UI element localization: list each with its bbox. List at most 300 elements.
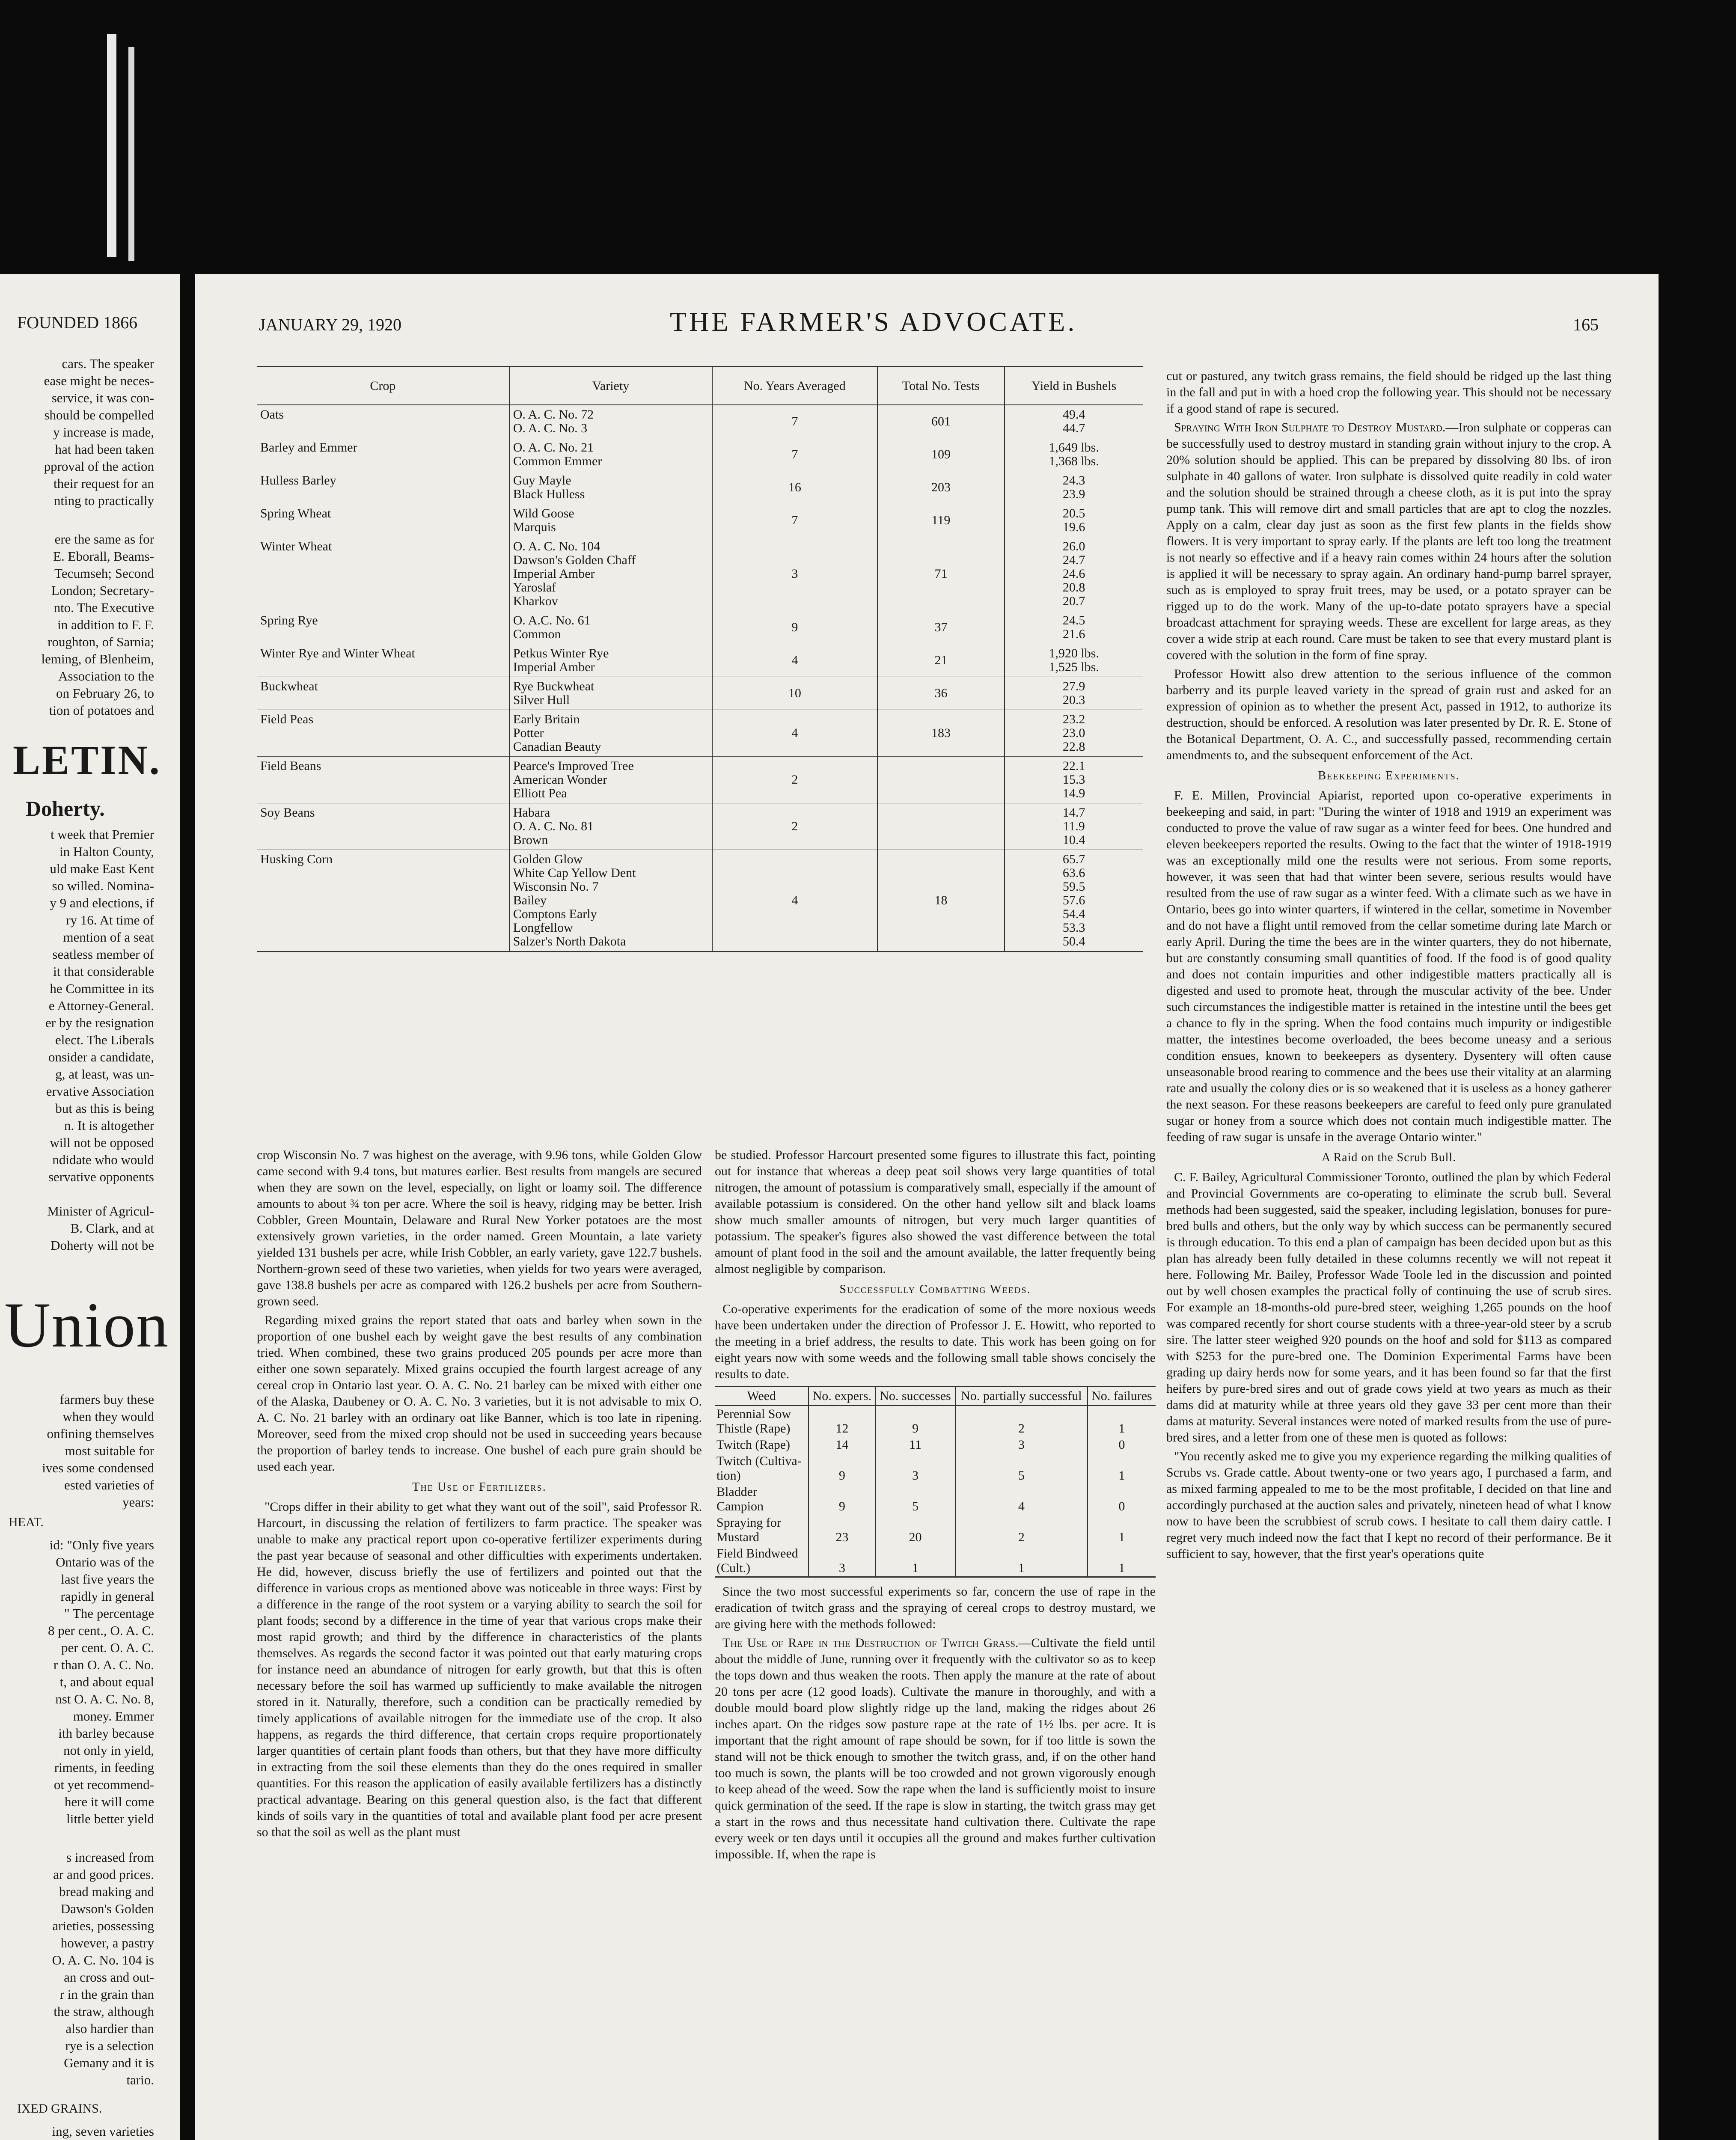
- paragraph: cut or pastured, any twitch grass remains, the field should be ridged up the last thing in the fall and put in with a hoed crop the following year. This should not be necessary if a good stand of rape is secured.: [1166, 369, 1611, 416]
- text-line: it that considerable: [53, 964, 154, 979]
- text-line: on February 26, to: [56, 686, 154, 701]
- variety-list: [509, 803, 712, 850]
- adjacent-page: [0, 274, 180, 2140]
- yield-value: 27.9: [1062, 679, 1085, 693]
- text-line: Association to the: [58, 669, 154, 684]
- variety-list: [509, 504, 712, 537]
- text-line: in addition to F. F.: [57, 617, 154, 632]
- crop-name: Spring Wheat: [257, 504, 509, 537]
- weed-count: 1: [875, 1546, 955, 1577]
- yield-list: [1005, 537, 1143, 611]
- text-line: however, a pastry: [60, 1935, 154, 1950]
- text-line: seatless member of: [52, 947, 154, 962]
- left-text-f: [0, 1537, 154, 1828]
- variety-name: Habara: [513, 805, 550, 820]
- left-header: FOUNDED 1866: [17, 313, 138, 332]
- yield-value: 26.0: [1062, 539, 1085, 553]
- left-text-a: [0, 355, 154, 509]
- weed-count: 3: [875, 1453, 955, 1484]
- weed-label: Bladder: [716, 1485, 757, 1499]
- yield-value: 1,649 lbs.: [1049, 440, 1099, 455]
- variety-name: Black Hulless: [513, 487, 585, 501]
- weed-count: 2: [955, 1515, 1088, 1546]
- yield-value: 63.6: [1062, 866, 1085, 880]
- yield-value: 57.6: [1062, 893, 1085, 907]
- text-line: onsider a candidate,: [48, 1049, 154, 1064]
- text-line: ry 16. At time of: [66, 912, 154, 927]
- text-line: hat had been taken: [55, 442, 154, 457]
- text-line: ives some condensed: [42, 1460, 154, 1475]
- table-row: [715, 1546, 1156, 1577]
- text-line: tion of potatoes and: [49, 703, 154, 718]
- text-line: t, and about equal: [59, 1674, 154, 1689]
- table-row: [715, 1437, 1156, 1453]
- yield-value: 24.3: [1062, 473, 1085, 487]
- variety-name: Dawson's Golden Chaff: [513, 553, 636, 567]
- total-tests: [877, 757, 1005, 803]
- variety-name: Early Britain: [513, 712, 580, 726]
- text-line: Dawson's Golden: [60, 1901, 154, 1916]
- yield-value: 22.1: [1062, 759, 1085, 773]
- variety-name: Wild Goose: [513, 506, 574, 520]
- years-averaged: 4: [712, 710, 877, 757]
- weed-count: 0: [1088, 1484, 1156, 1515]
- yield-value: 20.7: [1062, 594, 1085, 608]
- yield-value: 21.6: [1062, 627, 1085, 641]
- text-line: nting to practically: [54, 493, 154, 508]
- crop-name: Husking Corn: [257, 850, 509, 952]
- yield-value: 1,368 lbs.: [1049, 454, 1099, 468]
- text-line: years:: [122, 1495, 154, 1510]
- text-line: little better yield: [66, 1811, 154, 1826]
- variety-name: Guy Mayle: [513, 473, 571, 487]
- years-averaged: 2: [712, 803, 877, 850]
- weed-count: 1: [1088, 1453, 1156, 1484]
- text-line: an cross and out-: [64, 1970, 154, 1985]
- text-line: rapidly in general: [60, 1589, 154, 1604]
- crop-name: Field Beans: [257, 757, 509, 803]
- column-header: Weed: [715, 1387, 809, 1406]
- total-tests: 37: [877, 611, 1005, 644]
- yield-value: 14.9: [1062, 786, 1085, 800]
- paragraph-text: —Iron sulphate or copperas can be successfully used to destroy mustard in standing grain without injury to the crop. A 20% solution should be applied. This can be prepared by dissolving 80 lbs. of iron sulphate in 40 gallons of water. Iron sulphate is dissolved quite readily in cold water and the solution should be strained through a cheese cloth, as it is put into the spray pump tank. This will remove dirt and small particles that are apt to clog the nozzles. Apply on a calm, clear day just as soon as the first few plants in the fields show flowers. It is very important to spray early. If the plants are left too long the treatment is not nearly so effective and if a heavy rain comes within 24 hours after the solution is applied it will be necessary to spray again. An ordinary hand-pump barrel sprayer, such as is employed to spray fruit trees, may be used, or a potato sprayer can be rigged up to do the work. Many of the up-to-date potato sprayers have a special broadcast attachment for spraying weeds. These are excellent for large areas, as they cover a wide strip at each round. Care must be taken to see that every mustard plant is covered with the solution in the form of fine spray.: [1166, 420, 1611, 662]
- variety-name: Brown: [513, 833, 548, 847]
- text-line: s increased from: [66, 1850, 154, 1865]
- film-edge-mark: [107, 34, 116, 257]
- page-number: 165: [1573, 315, 1599, 334]
- film-edge-mark: [128, 47, 134, 261]
- column-header: Crop: [257, 367, 509, 405]
- years-averaged: 4: [712, 850, 877, 952]
- variety-list: [509, 611, 712, 644]
- variety-list: [509, 471, 712, 504]
- total-tests: 119: [877, 504, 1005, 537]
- text-line: ndidate who would: [52, 1152, 154, 1167]
- yield-value: 44.7: [1062, 421, 1085, 435]
- yield-list: [1005, 504, 1143, 537]
- text-line: their request for an: [54, 476, 154, 491]
- text-line: he Committee in its: [50, 981, 154, 996]
- left-text-e: [0, 1391, 154, 1511]
- left-wheat-head: HEAT.: [9, 1515, 44, 1529]
- left-text-h: [0, 2123, 154, 2140]
- column-2: [715, 1147, 1156, 2140]
- paragraph: [715, 1635, 1156, 1863]
- years-averaged: 4: [712, 644, 877, 677]
- years-averaged: 16: [712, 471, 877, 504]
- text-line: service, it was con-: [51, 390, 154, 405]
- text-line: ease might be neces-: [44, 373, 154, 388]
- variety-name: Imperial Amber: [513, 660, 595, 674]
- weed-count: 23: [809, 1515, 875, 1546]
- yield-value: 11.9: [1063, 819, 1085, 833]
- variety-name: O. A. C. No. 3: [513, 421, 588, 435]
- yield-value: 1,525 lbs.: [1049, 660, 1099, 674]
- total-tests: 183: [877, 710, 1005, 757]
- yield-list: [1005, 803, 1143, 850]
- text-line: here it will come: [64, 1794, 154, 1809]
- yield-list: [1005, 611, 1143, 644]
- text-line: cars. The speaker: [62, 356, 154, 371]
- text-line: t week that Premier: [51, 827, 154, 842]
- variety-name: Wisconsin No. 7: [513, 880, 599, 894]
- total-tests: 71: [877, 537, 1005, 611]
- column-header: No. successes: [875, 1387, 955, 1406]
- variety-name: Salzer's North Dakota: [513, 934, 626, 948]
- text-line: elect. The Liberals: [55, 1032, 154, 1047]
- weed-label: Twitch (Cultiva-: [716, 1454, 802, 1468]
- left-bulletin-heading: LETIN.: [13, 737, 161, 783]
- variety-list: [509, 757, 712, 803]
- left-text-c: [0, 826, 154, 1186]
- paragraph: Regarding mixed grains the report stated that oats and barley when sown in the proportion of one bushel each by weight gave the best results of any combination tried. When combined, these two grains produced 205 pounds per acre more than either one sown separately. Mixed grains occupied the fourth largest acreage of any cereal crop in Ontario last year. O. A. C. No. 21 barley can be mixed with either one of the Alaska, Daubeney or O. A. C. No. 3 varieties, but it is not advisable to mix O. A. C. No. 21 barley with an ordinary oat like Banner, which is too late in ripening. Moreover, seed from the mixed crop should not be used in succeeding years because the proportion of barley tends to increase. One bushel of each pure grain should be used each year.: [257, 1313, 702, 1474]
- weed-label: Campion: [716, 1499, 764, 1513]
- variety-name: Pearce's Improved Tree: [513, 759, 634, 773]
- yield-value: 24.7: [1062, 553, 1085, 567]
- variety-list: [509, 438, 712, 471]
- column-header: No. Years Averaged: [712, 367, 877, 405]
- table-row: [257, 537, 1143, 611]
- text-line: rye is a selection: [65, 2038, 154, 2053]
- yield-value: 14.7: [1062, 805, 1085, 820]
- table-row: [257, 504, 1143, 537]
- total-tests: 203: [877, 471, 1005, 504]
- paragraph: "You recently asked me to give you my experience regarding the milking qualities of Scrubs vs. Grade cattle. About twenty-one or two years ago, I purchased a farm, and as mixed farming appealed to me to be the most profitable, I decided on that line and accordingly purchased at the auction sales and privately, nineteen head of what I know now to have been the scrubbiest of scrub cows. I hesitate to call them dairy cattle. I regret very much indeed now the fact that I kept no record of their performance. Be it sufficient to say, however, that the first year's operations quite: [1166, 1449, 1611, 1561]
- column-header: No. failures: [1088, 1387, 1156, 1406]
- left-union-heading: Union: [4, 1290, 169, 1361]
- text-line: r in the grain than: [59, 1987, 154, 2002]
- text-line: money. Emmer: [73, 1709, 154, 1724]
- text-line: also hardier than: [65, 2021, 154, 2036]
- column-header: No. expers.: [809, 1387, 875, 1406]
- text-line: O. A. C. No. 104 is: [52, 1953, 154, 1968]
- column-3: [1166, 368, 1611, 2140]
- yield-value: 22.8: [1062, 740, 1085, 754]
- yield-list: [1005, 710, 1143, 757]
- text-line: pproval of the action: [44, 459, 154, 474]
- variety-name: White Cap Yellow Dent: [513, 866, 636, 880]
- table-row: [257, 850, 1143, 952]
- yield-list: [1005, 677, 1143, 710]
- weed-label: (Cult.): [716, 1561, 751, 1575]
- text-line: e Attorney-General.: [48, 998, 154, 1013]
- table-row: [715, 1484, 1156, 1515]
- section-heading: Successfully Combatting Weeds.: [839, 1283, 1031, 1296]
- left-text-g: [0, 1849, 154, 2089]
- yield-value: 19.6: [1062, 520, 1085, 534]
- weed-name: [715, 1453, 809, 1484]
- text-line: ot yet recommend-: [54, 1777, 154, 1792]
- yield-value: 24.6: [1062, 567, 1085, 581]
- text-line: " The percentage: [64, 1606, 154, 1621]
- weed-count: 1: [1088, 1515, 1156, 1546]
- text-line: not only in yield,: [63, 1743, 154, 1758]
- yield-value: 50.4: [1062, 934, 1085, 948]
- text-line: servative opponents: [48, 1169, 154, 1184]
- table-row: [257, 677, 1143, 710]
- left-text-b: [0, 531, 154, 719]
- table-row: [257, 710, 1143, 757]
- total-tests: 36: [877, 677, 1005, 710]
- paragraph: C. F. Bailey, Agricultural Commissioner Toronto, outlined the plan by which Federal and Provincial Governments are co-operating to eliminate the scrub bull. Several methods had been suggested, said the speaker, including legislation, bonuses for pure-bred bulls and others, but the only way by which success can be permanently secured is through education. To this end a plan of campaign has been decided upon but as this plan has already been fully detailed in these columns recently we will not repeat it here. Following Mr. Bailey, Professor Wade Toole led in the discussion and pointed out by well chosen examples the practical folly of continuing the use of scrub sires. For example an 18-months-old pure-bred steer, weighing 1,265 pounds on the hoof was compared recently for short course students with a three-year-old steer by a scrub sire. The latter steer weighed 920 pounds on the hoof and sold for $113 as compared with $253 for the pure-bred one. The Dominion Experimental Farms have been grading up dairy herds now for some years, and it has been found so far that the first heifers by pure-bred sires and out of grade cows yield at two years as much as their dams did at maturity while at three years old they gave 33 per cent more than their dams at maturity. Several instances were noted of marked results from the use of pure-bred sires, and a letter from one of these men is quoted as follows:: [1166, 1170, 1611, 1444]
- table-row: [715, 1453, 1156, 1484]
- paragraph-text: —Cultivate the field until about the middle of June, running over it frequently with the cultivator so as to keep the tops down and thus weaken the roots. Then apply the manure at the rate of about 20 tons per acre (12 good loads). Cultivate the manure in thoroughly, and with a double mould board plow slightly ridge up the land, making the ridges about 26 inches apart. On the ridges sow pasture rape at the rate of 1½ lbs. per acre. It is important that the right amount of rape should be sown, for if too little is sown the stand will not be thick enough to smother the twitch grass, and, if on the other hand too much is sown, the plants will be too crowded and not grown vigorously enough to keep ahead of the weed. Sow the rape when the land is sufficiently moist to insure quick germination of the seed. If the rape is slow in starting, the twitch grass may get a start in the rows and thus necessitate hand cultivation there. Cultivate the rape every week or ten days until it occupies all the ground and makes further cultivation impossible. If, when the rape is: [715, 1636, 1156, 1861]
- yield-value: 54.4: [1062, 907, 1085, 921]
- yield-value: 1,920 lbs.: [1049, 646, 1099, 660]
- text-line: so willed. Nomina-: [52, 878, 154, 893]
- text-line: mention of a seat: [63, 930, 154, 945]
- text-line: the straw, although: [54, 2004, 154, 2019]
- weed-count: 1: [1088, 1406, 1156, 1437]
- total-tests: [877, 803, 1005, 850]
- text-line: in Halton County,: [59, 844, 154, 859]
- weed-count: 5: [875, 1484, 955, 1515]
- weed-label: Field Bindweed: [716, 1546, 798, 1560]
- total-tests: 109: [877, 438, 1005, 471]
- text-line: r than O. A. C. No.: [53, 1657, 154, 1672]
- weed-count: 20: [875, 1515, 955, 1546]
- years-averaged: 3: [712, 537, 877, 611]
- variety-list: [509, 537, 712, 611]
- table-row: [257, 438, 1143, 471]
- yield-list: [1005, 850, 1143, 952]
- weed-count: 1: [1088, 1546, 1156, 1577]
- paragraph: Professor Howitt also drew attention to the serious influence of the common barberry and its purple leaved variety in the spread of grain rust and asked for an expression of opinion as to whether the present Act, passed in 1912, to authorize its destruction, should be enforced. A resolution was later presented by Dr. R. E. Stone of the Botanical Department, O. A. C., and successfully passed, recommending certain amendments to, and the subsequent enforcement of the Act.: [1166, 667, 1611, 762]
- text-line: g, at least, was un-: [55, 1067, 154, 1082]
- text-line: Doherty will not be: [51, 1238, 154, 1253]
- table-row: [257, 803, 1143, 850]
- paragraph: F. E. Millen, Provincial Apiarist, reported upon co-operative experiments in beekeeping and said, in part: "During the winter of 1918 and 1919 an experiment was conducted to prove the value of raw sugar as a winter feed for bees. One hundred and eleven beekeepers reported the results. Owing to the fact that the winter of 1918-1919 was an exceptionally mild one the results were not serious. From some reports, however, it was seen that had that winter been severe, serious results would have resulted from the use of raw sugar as a winter feed. With a climate such as we have in Ontario, bees go into winter quarters, if wintered in the cellar, sometime in November and do not have a flight until removed from the cellar sometime during late March or early April. During the time the bees are in the winter quarters, they do not hibernate, but are constantly consuming small quantities of food. If the food is of good quality and does not contain impurities and other indigestible matters practically all is digested and used to promote heat, through the muscular activity of the bee. Under such circumstances the indigestible matter is retained in the intestine until the bees get a chance to fly in the spring. When the food contains much impurity or indigestible matter, the intestines become overloaded, the bees become uneasy and a serious condition ensues, known to beekeepers as dysentery. Dysentery will often cause unseasonable brood rearing to commence and the bees use their vitality at an alarming rate and usually the colony dies or is so weakened that it is useless as a honey gatherer the next season. For these reasons beekeepers are careful to feed only pure granulated sugar or honey from a source which does not contain much indigestible matter. The feeding of raw sugar is unsafe in the average Ontario winter.": [1166, 788, 1611, 1144]
- crop-name: Buckwheat: [257, 677, 509, 710]
- text-line: nto. The Executive: [54, 600, 154, 615]
- paragraph: crop Wisconsin No. 7 was highest on the average, with 9.96 tons, while Golden Glow came second with 9.4 tons, but matures earlier. Best results from mangels are secured when they are sown on the level, especially, on light or loamy soil. The difference amounts to about ¾ ton per acre. Where the soil is heavy, ridging may be better. Irish Cobbler, Green Mountain, Delaware and Rural New Yorker potatoes are the most extensively grown varieties, in the order named. Green Mountain, a late variety yielded 131 bushels per acre, while Irish Cobbler, an early variety, gave 122.7 bushels. Northern-grown seed of these two varieties, when yields for two years were averaged, gave 138.8 bushels per acre as compared with 126.2 bushels per acre from Southern-grown seed.: [257, 1148, 702, 1308]
- weed-name: [715, 1437, 809, 1453]
- crop-name: Field Peas: [257, 710, 509, 757]
- text-line: id: "Only five years: [49, 1537, 154, 1552]
- variety-name: Golden Glow: [513, 852, 583, 866]
- weed-results-table: [715, 1386, 1156, 1578]
- years-averaged: 7: [712, 504, 877, 537]
- variety-name: Longfellow: [513, 921, 573, 935]
- text-line: when they would: [62, 1409, 154, 1424]
- yield-value: 23.0: [1062, 726, 1085, 740]
- text-line: most suitable for: [65, 1443, 154, 1458]
- variety-name: Canadian Beauty: [513, 740, 601, 754]
- text-line: bread making and: [59, 1884, 154, 1899]
- variety-name: Petkus Winter Rye: [513, 646, 609, 660]
- total-tests: 18: [877, 850, 1005, 952]
- weed-count: 9: [809, 1453, 875, 1484]
- paragraph: Since the two most successful experiments so far, concern the use of rape in the eradication of twitch grass and the spraying of cereal crops to destroy mustard, we are giving here with the methods followed:: [715, 1584, 1156, 1631]
- variety-name: American Wonder: [513, 773, 607, 787]
- weed-count: 12: [809, 1406, 875, 1437]
- yield-value: 20.5: [1062, 506, 1085, 520]
- weed-count: 5: [955, 1453, 1088, 1484]
- crop-yield-table: [257, 366, 1143, 952]
- text-line: 8 per cent., O. A. C.: [48, 1623, 154, 1638]
- text-line: ested varieties of: [64, 1477, 154, 1492]
- text-line: London; Secretary-: [51, 583, 154, 598]
- yield-value: 23.9: [1062, 487, 1085, 501]
- paragraph: [1166, 419, 1611, 663]
- yield-value: 23.2: [1062, 712, 1085, 726]
- variety-name: Bailey: [513, 893, 547, 907]
- weed-label: Spraying for: [716, 1516, 781, 1530]
- text-line: ervative Association: [46, 1084, 154, 1099]
- total-tests: 21: [877, 644, 1005, 677]
- text-line: B. Clark, and at: [70, 1221, 154, 1236]
- weed-count: 0: [1088, 1437, 1156, 1453]
- variety-name: Silver Hull: [513, 693, 570, 707]
- weed-count: 1: [955, 1546, 1088, 1577]
- text-line: er by the resignation: [45, 1015, 154, 1030]
- weed-name: [715, 1515, 809, 1546]
- yield-value: 59.5: [1062, 880, 1085, 894]
- text-line: n. It is altogether: [64, 1118, 154, 1133]
- variety-list: [509, 850, 712, 952]
- text-line: ith barley because: [58, 1726, 154, 1741]
- weed-label: Twitch (Rape): [716, 1438, 791, 1452]
- text-line: riments, in feeding: [54, 1760, 154, 1775]
- yield-value: 24.5: [1062, 613, 1085, 627]
- text-line: Gemany and it is: [64, 2055, 154, 2070]
- weed-count: 4: [955, 1484, 1088, 1515]
- text-line: ar and good prices.: [53, 1867, 154, 1882]
- weed-table-header: [715, 1387, 1156, 1406]
- page-title: THE FARMER'S ADVOCATE.: [670, 306, 1077, 337]
- section-heading: The Use of Fertilizers.: [412, 1480, 547, 1494]
- text-line: arieties, possessing: [52, 1918, 154, 1933]
- paragraph: be studied. Professor Harcourt presented some figures to illustrate this fact, pointing out for instance that whereas a deep peat soil shows very large quantities of total nitrogen, the amount of potassium is comparatively small, especially if the amount of available potassium is considered. On the other hand yellow silt and black loams show much smaller amounts of nitrogen, but very much larger quantities of potassium. The speaker's figures also showed the vast difference between the total amount of plant food in the soil and the amount available, the latter frequently being almost negligible by comparison.: [715, 1148, 1156, 1276]
- text-line: last five years the: [61, 1572, 154, 1587]
- column-header: No. partially successful: [955, 1387, 1088, 1406]
- text-line: E. Eborall, Beams-: [53, 549, 154, 564]
- table-row: [257, 611, 1143, 644]
- variety-name: Elliott Pea: [513, 786, 567, 800]
- years-averaged: 7: [712, 405, 877, 438]
- years-averaged: 7: [712, 438, 877, 471]
- crop-name: Winter Wheat: [257, 537, 509, 611]
- section-heading: A Raid on the Scrub Bull.: [1321, 1151, 1457, 1164]
- variety-name: Rye Buckwheat: [513, 679, 595, 693]
- crop-name: Soy Beans: [257, 803, 509, 850]
- yield-list: [1005, 644, 1143, 677]
- paragraph: Co-operative experiments for the eradication of some of the more noxious weeds have been undertaken under the direction of Professor J. E. Howitt, who reported to the meeting in a brief address, the results to date. This work has been going on for eight years now with some weeds and the following small table shows concisely the results to date.: [715, 1302, 1156, 1381]
- newspaper-page: [195, 274, 1659, 2140]
- yield-list: [1005, 471, 1143, 504]
- table-row: [715, 1406, 1156, 1437]
- yield-list: [1005, 757, 1143, 803]
- years-averaged: 10: [712, 677, 877, 710]
- column-1: [257, 1147, 702, 2140]
- text-line: roughton, of Sarnia;: [48, 634, 154, 649]
- text-line: nst O. A. C. No. 8,: [55, 1691, 154, 1706]
- yield-value: 15.3: [1062, 773, 1085, 787]
- variety-list: [509, 644, 712, 677]
- text-line: but as this is being: [55, 1101, 154, 1116]
- text-line: ing, seven varieties: [52, 2124, 154, 2139]
- table-row: [715, 1515, 1156, 1546]
- text-line: y 9 and elections, if: [50, 895, 154, 910]
- text-line: leming, of Blenheim,: [41, 651, 154, 666]
- variety-name: Yaroslaf: [513, 580, 556, 594]
- weed-name: [715, 1484, 809, 1515]
- variety-name: Marquis: [513, 520, 556, 534]
- run-in-heading: Spraying With Iron Sulphate to Destroy Mustard.: [1174, 420, 1446, 434]
- text-line: farmers buy these: [59, 1392, 154, 1407]
- text-line: y increase is made,: [53, 425, 154, 440]
- text-line: tario.: [126, 2072, 154, 2087]
- column-header: Variety: [509, 367, 712, 405]
- weed-count: 14: [809, 1437, 875, 1453]
- weed-count: 2: [955, 1406, 1088, 1437]
- weed-count: 3: [955, 1437, 1088, 1453]
- variety-name: Kharkov: [513, 594, 558, 608]
- page-date: JANUARY 29, 1920: [259, 315, 401, 334]
- variety-name: Imperial Amber: [513, 567, 595, 581]
- crop-name: Winter Rye and Winter Wheat: [257, 644, 509, 677]
- variety-name: O. A. C. No. 72: [513, 407, 594, 422]
- weed-label: Thistle (Rape): [716, 1421, 791, 1436]
- table-row: [257, 471, 1143, 504]
- weed-name: [715, 1546, 809, 1577]
- weed-label: Perennial Sow: [716, 1407, 791, 1421]
- variety-name: Potter: [513, 726, 544, 740]
- years-averaged: 2: [712, 757, 877, 803]
- text-line: per cent. O. A. C.: [61, 1640, 154, 1655]
- text-line: Ontario was of the: [56, 1554, 154, 1569]
- crop-name: Oats: [257, 405, 509, 438]
- left-text-d: [0, 1203, 154, 1254]
- text-line: uld make East Kent: [50, 861, 154, 876]
- left-subheading: Doherty.: [26, 797, 105, 820]
- table-row: [257, 644, 1143, 677]
- section-heading: Beekeeping Experiments.: [1318, 769, 1460, 782]
- variety-name: Common: [513, 627, 561, 641]
- paragraph: "Crops differ in their ability to get what they want out of the soil", said Professor R. Harcourt, in discussing the relation of fertilizers to farm practice. The speaker was unable to make any practical report upon co-operative fertilizer experiments during the past year because of seasonal and other difficulties with experiments undertaken. He did, however, discuss briefly the use of fertilizers and pointed out that the difference in various crops as mentioned above was noticeable in three ways: First by a difference in the range of the root system or a varying ability to search the soil for plant foods; second by a difference in the time of year that various crops make their most rapid growth; and third by the difference in characteristics of the plants themselves. As regards the second factor it was pointed out that early maturing crops for instance need an abundance of nitrogen for early growth, but that this is often necessary before the soil has warmed up sufficiently to make available the nitrogen stored in it. Naturally, therefore, such a condition can be practically remedied by timely applications of available nitrogen for the immediate use of the crop. It also happens, as regards the third difference, that certain crops require proportionately larger quantities of certain plant foods than others, but that they have more difficulty in extracting from the soil these elements than they do the ones required in smaller quantities. For this reason the application of easily available fertilizers has a distinctly practical advantage. Bearing on this general question also, is the fact that different kinds of soils vary in the quantities of total and available plant food per acre present so that the soil as well as the plant must: [257, 1500, 702, 1839]
- yield-value: 20.3: [1062, 693, 1085, 707]
- variety-name: O. A. C. No. 81: [513, 819, 594, 833]
- yield-value: 65.7: [1062, 852, 1085, 866]
- text-line: ere the same as for: [54, 532, 154, 547]
- text-line: onfining themselves: [47, 1426, 154, 1441]
- yield-value: 20.8: [1062, 580, 1085, 594]
- weed-count: 3: [809, 1546, 875, 1577]
- yield-list: [1005, 438, 1143, 471]
- weed-label: tion): [716, 1468, 741, 1483]
- weed-label: Mustard: [716, 1530, 759, 1544]
- text-line: should be compelled: [44, 407, 154, 422]
